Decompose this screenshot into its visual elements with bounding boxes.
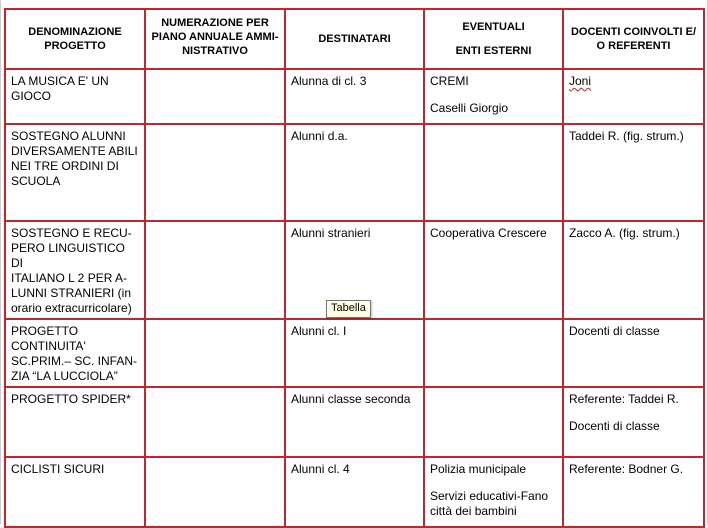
cell-external — [424, 221, 563, 319]
external-line: città dei bambini — [430, 504, 517, 518]
project-line: LA MUSICA E' UN — [11, 74, 109, 88]
header-teachers — [563, 9, 704, 69]
cell-recipients: Alunni stranieri — [285, 221, 424, 319]
cell-recipients: Alunni d.a. — [285, 124, 424, 221]
cell-project — [5, 457, 145, 527]
cell-teachers — [563, 319, 704, 387]
cell-project — [5, 221, 145, 319]
header-number-line: PIANO ANNUALE AMMI- — [151, 31, 279, 43]
cell-external — [424, 457, 563, 527]
header-project — [5, 9, 145, 69]
cell-teachers — [563, 387, 704, 457]
project-line: PROGETTO SPIDER* — [11, 392, 131, 406]
cell-teachers — [563, 69, 704, 124]
cell-external — [424, 387, 563, 457]
project-line: LUNNI STRANIERI (in — [11, 286, 132, 300]
header-external-line: ENTI ESTERNI — [455, 45, 532, 57]
header-project-line: PROGETTO — [44, 40, 106, 52]
external-line: Polizia municipale — [430, 462, 527, 476]
cell-external — [424, 124, 563, 221]
header-external — [424, 9, 563, 69]
header-external-line: EVENTUALI — [462, 21, 525, 33]
cell-number — [145, 124, 285, 221]
project-line: CONTINUITA' — [11, 339, 86, 353]
table-row — [5, 69, 704, 124]
header-number-line: NISTRATIVO — [182, 45, 248, 57]
external-line: Caselli Giorgio — [430, 101, 509, 115]
external-line: Servizi educativi-Fano — [430, 489, 549, 503]
cell-recipients: Alunna di cl. 3 — [285, 69, 424, 124]
cell-external — [424, 319, 563, 387]
header-project-line: DENOMINAZIONE — [28, 26, 122, 38]
external-line: Cooperativa Crescere — [430, 226, 547, 240]
project-line: orario extracurricolare) — [11, 301, 132, 315]
cell-project — [5, 387, 145, 457]
teacher-line: Joni — [569, 74, 592, 88]
teacher-line: Referente: Bodner G. — [569, 462, 684, 476]
project-line: NEI TRE ORDINI DI — [11, 159, 119, 173]
header-number — [145, 9, 285, 69]
project-line: CICLISTI SICURI — [11, 462, 105, 476]
projects-table — [4, 8, 705, 528]
header-teachers-line: O REFERENTI — [596, 40, 671, 52]
header-recipients-line: DESTINATARI — [318, 33, 391, 45]
cell-recipients: Alunni cl. 4 — [285, 457, 424, 527]
teacher-line: Docenti di classe — [569, 419, 660, 433]
cell-number — [145, 221, 285, 319]
table-row — [5, 319, 704, 387]
header-row — [5, 9, 704, 69]
cell-number — [145, 387, 285, 457]
teacher-line: Taddei R. (fig. strum.) — [569, 129, 684, 143]
table-tooltip: Tabella — [326, 300, 371, 318]
cell-project — [5, 124, 145, 221]
cell-recipients: Alunni cl. I — [285, 319, 424, 387]
cell-project — [5, 69, 145, 124]
project-line: DIVERSAMENTE ABILI — [11, 144, 138, 158]
project-line: GIOCO — [11, 89, 52, 103]
cell-teachers — [563, 124, 704, 221]
cell-number — [145, 69, 285, 124]
project-line: SCUOLA — [11, 174, 61, 188]
project-line: ITALIANO L 2 PER A- — [11, 271, 128, 285]
project-line: PERO LINGUISTICO DI — [11, 241, 126, 270]
cell-external — [424, 69, 563, 124]
teacher-line: Zacco A. (fig. strum.) — [569, 226, 680, 240]
header-teachers-line: DOCENTI COINVOLTI E/ — [570, 26, 697, 38]
cell-number — [145, 457, 285, 527]
table-row — [5, 124, 704, 221]
table-row — [5, 457, 704, 527]
cell-number — [145, 319, 285, 387]
project-line: PROGETTO — [11, 324, 79, 338]
external-line: CREMI — [430, 74, 469, 88]
table-row — [5, 387, 704, 457]
project-line: SC.PRIM.– SC. INFAN- — [11, 354, 138, 368]
header-external-gap — [429, 34, 558, 44]
cell-teachers — [563, 221, 704, 319]
project-line: ZIA “LA LUCCIOLA” — [11, 369, 118, 383]
header-recipients — [285, 9, 424, 69]
teacher-line: Referente: Taddei R. — [569, 392, 679, 406]
project-line: SOSTEGNO E RECU- — [11, 226, 132, 240]
teacher-line: Docenti di classe — [569, 324, 660, 338]
project-line: SOSTEGNO ALUNNI — [11, 129, 126, 143]
cell-recipients: Alunni classe seconda — [285, 387, 424, 457]
header-number-line: NUMERAZIONE PER — [161, 17, 269, 29]
cell-project — [5, 319, 145, 387]
cell-teachers — [563, 457, 704, 527]
